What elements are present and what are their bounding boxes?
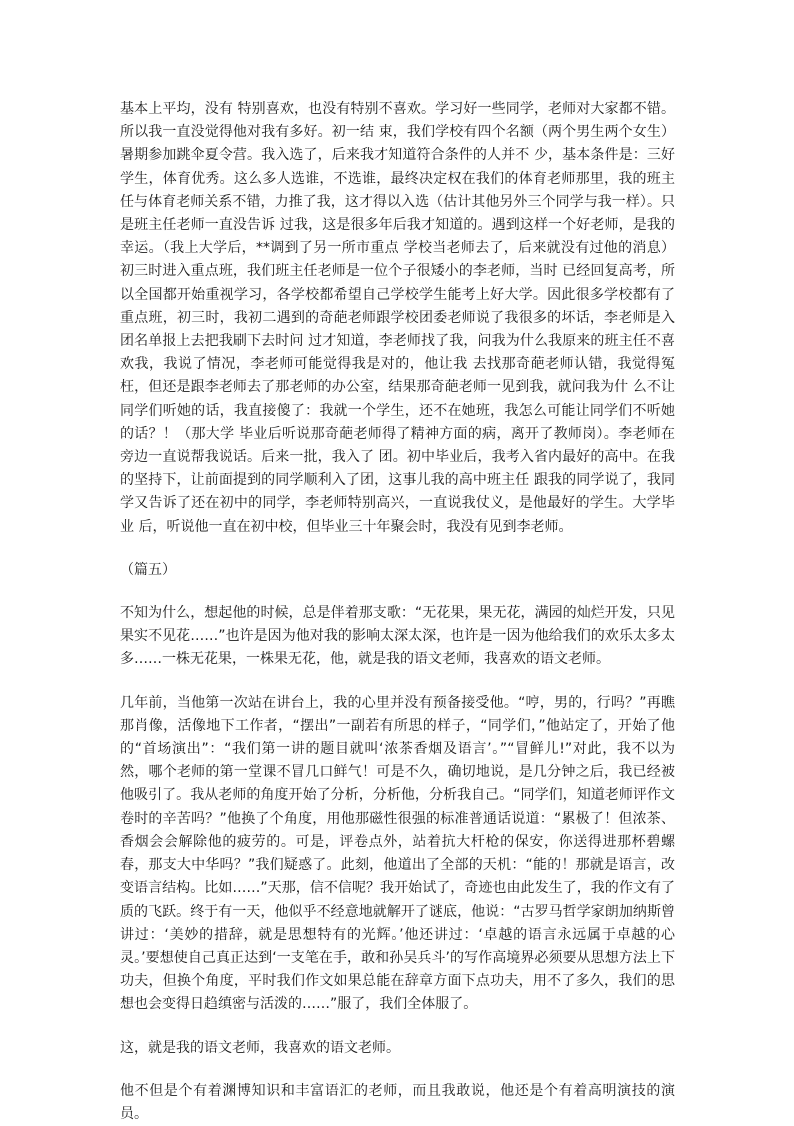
paragraph-1: 基本上平均，没有 特别喜欢，也没有特别不喜欢。学习好一些同学，老师对大家都不错。所以我一直没觉得他对我有多好。初一结 束，我们学校有四个名额（两个男生两个女生）暑期参加跳伞夏令营。我入选了，后来我才知道符合条件的人并不 少，基本条件是：三好学生，体育优秀。这么多人选谁，不选谁，最终决定权在我们的体育老师那里，我的班主任与体育老师关系不错，力推了我，这才得以入选（估计其他另外三个同学与我一样）。只是班主任老师一直没告诉 过我，这是很多年后我才知道的。遇到这样一个好老师，是我的幸运。（我上大学后，**调到了另一所市重点 学校当老师去了，后来就没有过他的消息） 初三时进入重点班，我们班主任老师是一位个子很矮小的李老师，当时 已经回复高考，所以全国都开始重视学习，各学校都希望自己学校学生能考上好大学。因此很多学校都有了重点班，初三时，我初二遇到的奇葩老师跟学校团委老师说了我很多的坏话，李老师是入团名单报上去把我刷下去时问 过才知道，李老师找了我，问我为什么我原来的班主任不喜欢我，我说了情况，李老师可能觉得我是对的，他让我 去找那奇葩老师认错，我觉得冤枉，但还是跟李老师去了那老师的办公室，结果那奇葩老师一见到我，就问我为什 么不让同学们听她的话，我直接傻了：我就一个学生，还不在她班，我怎么可能让同学们不听她的话？！（那大学 毕业后听说那奇葩老师得了精神方面的病，离开了教师岗）。李老师在旁边一直说帮我说话。后来一批，我入了 团。初中毕业后，我考入省内最好的高中。在我的坚持下，让前面提到的同学顺利入了团，这事儿我的高中班主任 跟我的同学说了，我同学又告诉了还在初中的同学，李老师特别高兴，一直说我仗义，是他最好的学生。大学毕业 后，听说他一直在初中校，但毕业三十年聚会时，我没有见到李老师。 [120,101,675,535]
paragraph-5: 他不但是个有着渊博知识和丰富语汇的老师，而且我敢说，他还是个有着高明演技的演员。 [120,1082,675,1122]
paragraph-3: 几年前，当他第一次站在讲台上，我的心里并没有预备接受他。“哼，男的，行吗？”再瞧那肖像，活像地下工作者，“摆出”一副若有所思的样子，“同学们，”他站定了，开始了他的“首场演出”：“我们第一讲的题目就叫‘浓茶香烟及语言’。”“冒鲜儿!”对此，我不以为然，哪个老师的第一堂课不冒几口鲜气！可是不久，确切地说，是几分钟之后，我已经被他吸引了。我从老师的角度开始了分析，分析他，分析我自己。“同学们，知道老师评作文卷时的辛苦吗？”他换了个角度，用他那磁性很强的标准普通话说道：“累极了！但浓茶、香烟会会解除他的疲劳的。可是，评卷点外，站着抗大杆枪的保安，你送得进那杯碧螺春，那支大中华吗？”我们疑惑了。此刻，他道出了全部的天机：“能的！那就是语言，改变语言结构。比如……”天那，信不信呢？我开始试了，奇迹也由此发生了，我的作文有了质的飞跃。终于有一天，他似乎不经意地就解开了谜底，他说：“古罗马哲学家朗加纳斯曾讲过：‘美妙的措辞，就是思想特有的光辉。’他还讲过：‘卓越的语言永远属于卓越的心灵。’要想使自己真正达到‘一支笔在手，敢和孙吴兵斗’的写作高境界必须要从思想方法上下功夫，但换个角度，平时我们作文如果总能在辞章方面下点功夫，用不了多久，我们的思想也会变得日趋缜密与活泼的……”服了，我们全体服了。 [120,694,675,1013]
section-heading: （篇五） [120,561,176,578]
document-page [120,98,675,1126]
paragraph-4: 这，就是我的语文老师，我喜欢的语文老师。 [120,1039,400,1056]
paragraph-2: 不知为什么，想起他的时候，总是伴着那支歌：“无花果，果无花，满园的灿烂开发，只见果实不见花……”也许是因为他对我的影响太深太深，也许是一因为他给我们的欢乐太多太多……一株无花果，一株果无花，他，就是我的语文老师，我喜欢的语文老师。 [120,605,675,668]
